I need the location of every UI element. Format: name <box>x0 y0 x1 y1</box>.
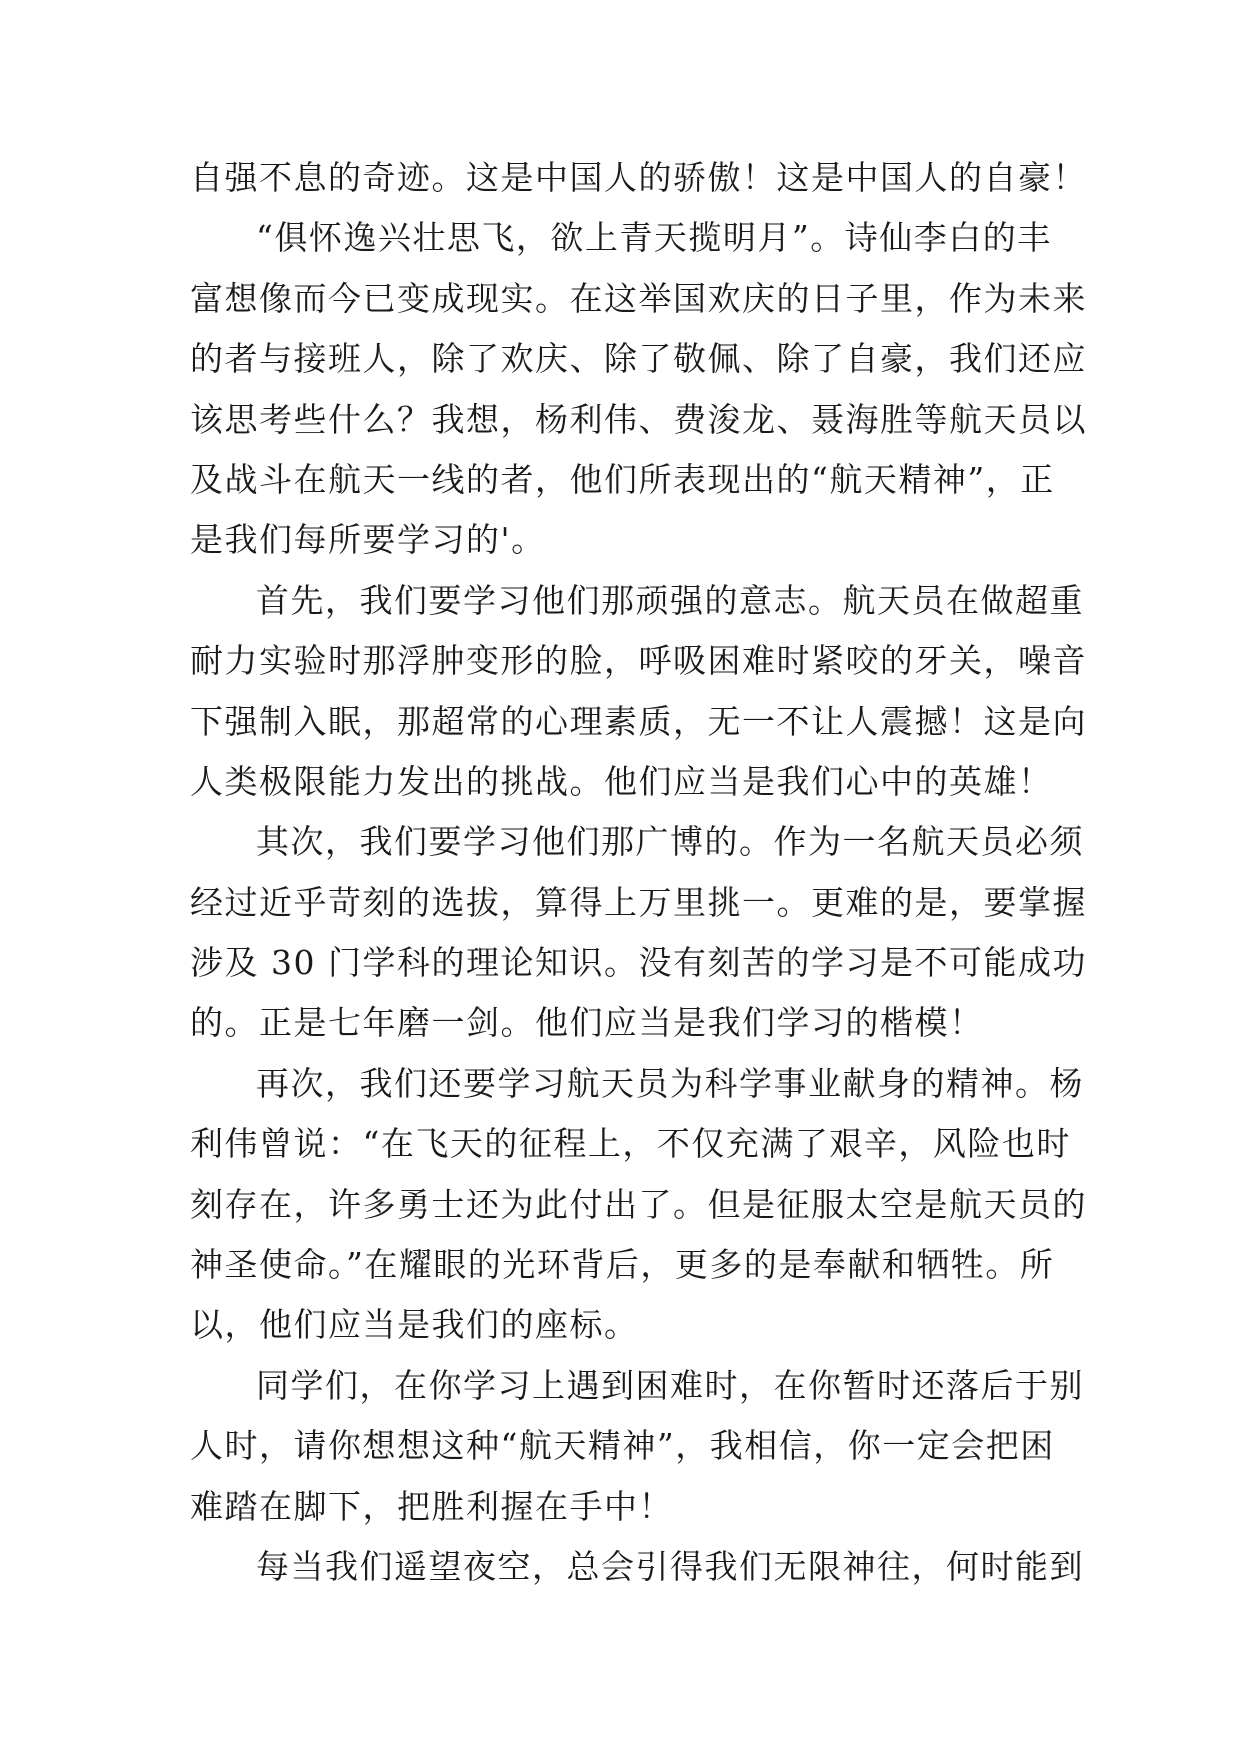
text-line: 以，他们应当是我们的座标。 <box>190 1305 639 1345</box>
text-line: 是我们每所要学习的'。 <box>190 520 546 560</box>
text-line: 人时，请你想想这种“航天精神”，我相信，你一定会把困 <box>190 1426 1055 1466</box>
text-line: 涉及 30 门学科的理论知识。没有刻苦的学习是不可能成功 <box>190 943 1087 983</box>
text-line: 经过近乎苛刻的选拔，算得上万里挑一。更难的是，要掌握 <box>190 882 1087 922</box>
text-line: 首先，我们要学习他们那顽强的意志。航天员在做超重 <box>256 580 1084 620</box>
text-line: 同学们，在你学习上遇到困难时，在你暂时还落后于别 <box>256 1365 1084 1405</box>
text-line: 每当我们遥望夜空，总会引得我们无限神往，何时能到 <box>256 1546 1084 1586</box>
text-line: 富想像而今已变成现实。在这举国欢庆的日子里，作为未来 <box>190 278 1087 318</box>
text-line: 刻存在，许多勇士还为此付出了。但是征服太空是航天员的 <box>190 1184 1087 1224</box>
text-line: 再次，我们还要学习航天员为科学事业献身的精神。杨 <box>256 1063 1084 1103</box>
text-line: 的。正是七年磨一剑。他们应当是我们学习的楷模！ <box>190 1003 984 1043</box>
text-line: 自强不息的奇迹。这是中国人的骄傲！这是中国人的自豪！ <box>190 158 1087 197</box>
text-line: 其次，我们要学习他们那广博的。作为一名航天员必须 <box>256 822 1084 862</box>
text-line: 耐力实验时那浮肿变形的脸，呼吸困难时紧咬的牙关，噪音 <box>190 641 1087 681</box>
text-line: 下强制入眠，那超常的心理素质，无一不让人震撼！这是向 <box>190 701 1087 741</box>
text-line: 的者与接班人，除了欢庆、除了敬佩、除了自豪，我们还应 <box>190 339 1087 379</box>
text-line: 利伟曾说：“在飞天的征程上，不仅充满了艰辛，风险也时 <box>190 1124 1071 1164</box>
text-line: “俱怀逸兴壮思飞，欲上青天揽明月”。诗仙李白的丰 <box>256 218 1052 258</box>
text-line: 该思考些什么？我想，杨利伟、费浚龙、聂海胜等航天员以 <box>190 399 1087 439</box>
text-line: 及战斗在航天一线的者，他们所表现出的“航天精神”，正 <box>190 459 1055 499</box>
text-line: 神圣使命。”在耀眼的光环背后，更多的是奉献和牺牲。所 <box>190 1245 1055 1285</box>
text-line: 人类极限能力发出的挑战。他们应当是我们心中的英雄！ <box>190 761 1053 801</box>
document-body <box>190 148 1087 1597</box>
text-line: 难踏在脚下，把胜利握在手中！ <box>190 1486 673 1526</box>
